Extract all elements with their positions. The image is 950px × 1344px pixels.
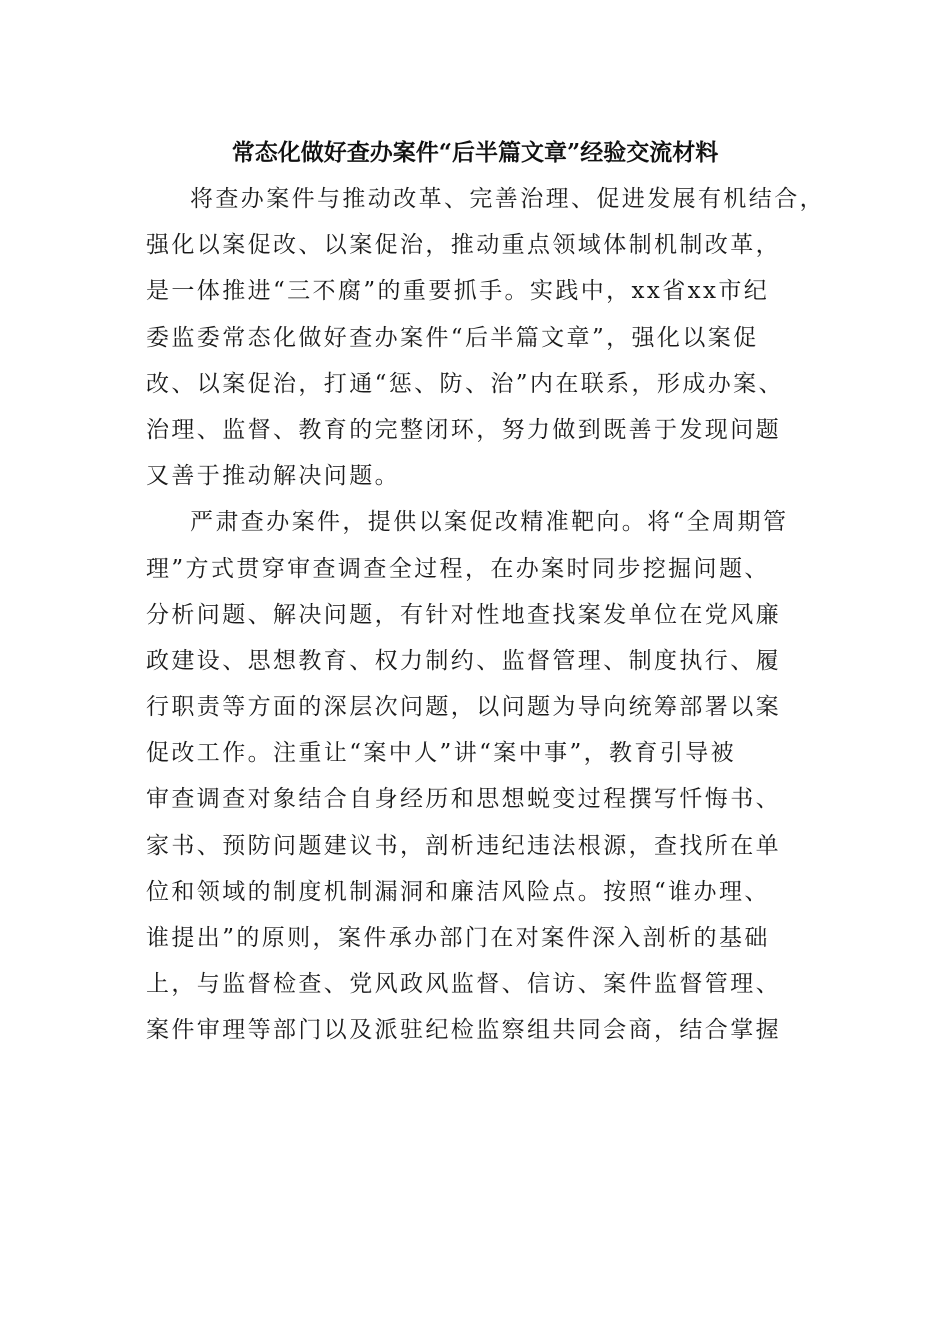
paragraph-1-line-2: 强化以案促改、以案促治，推动重点领域体制机制改革， — [146, 232, 781, 259]
paragraph-2-line-9: 位和领域的制度机制漏洞和廉洁风险点。按照“谁办理、 — [146, 878, 770, 905]
paragraph-1-line-6: 治理、监督、教育的完整闭环，努力做到既善于发现问题 — [146, 416, 781, 443]
paragraph-2-line-12: 案件审理等部门以及派驻纪检监察组共同会商，结合掌握 — [146, 1017, 781, 1044]
paragraph-2-line-8: 家书、预防问题建议书，剖析违纪违法根源，查找所在单 — [146, 832, 781, 859]
paragraph-2-line-6: 促改工作。注重让“案中人”讲“案中事”，教育引导被 — [146, 740, 737, 767]
paragraph-2-line-7: 审查调查对象结合自身经历和思想蜕变过程撰写忏悔书、 — [146, 786, 781, 813]
document-title: 常态化做好查办案件“后半篇文章”经验交流材料 — [231, 139, 719, 166]
paragraph-1-line-7: 又善于推动解决问题。 — [146, 463, 400, 490]
paragraph-1-line-1: 将查办案件与推动改革、完善治理、促进发展有机结合， — [190, 186, 825, 212]
paragraph-1-line-3: 是一体推进“三不腐”的重要抓手。实践中，xx省xx市纪 — [146, 278, 770, 305]
paragraph-1-line-4: 委监委常态化做好查办案件“后半篇文章”，强化以案促 — [146, 324, 759, 351]
paragraph-2-line-5: 行职责等方面的深层次问题，以问题为导向统筹部署以案 — [146, 694, 781, 721]
paragraph-1-line-5: 改、以案促治，打通“惩、防、治”内在联系，形成办案、 — [146, 370, 784, 397]
paragraph-2-line-2: 理”方式贯穿审查调查全过程，在办案时同步挖掘问题、 — [146, 555, 770, 582]
paragraph-2-line-11: 上，与监督检查、党风政风监督、信访、案件监督管理、 — [146, 971, 781, 998]
paragraph-2-line-4: 政建设、思想教育、权力制约、监督管理、制度执行、履 — [146, 647, 781, 674]
paragraph-2-line-3: 分析问题、解决问题，有针对性地查找案发单位在党风廉 — [146, 601, 781, 628]
document-body — [146, 176, 846, 1054]
paragraph-2-line-10: 谁提出”的原则，案件承办部门在对案件深入剖析的基础 — [146, 925, 770, 951]
paragraph-2-line-1: 严肃查办案件，提供以案促改精准靶向。将“全周期管 — [190, 509, 789, 536]
